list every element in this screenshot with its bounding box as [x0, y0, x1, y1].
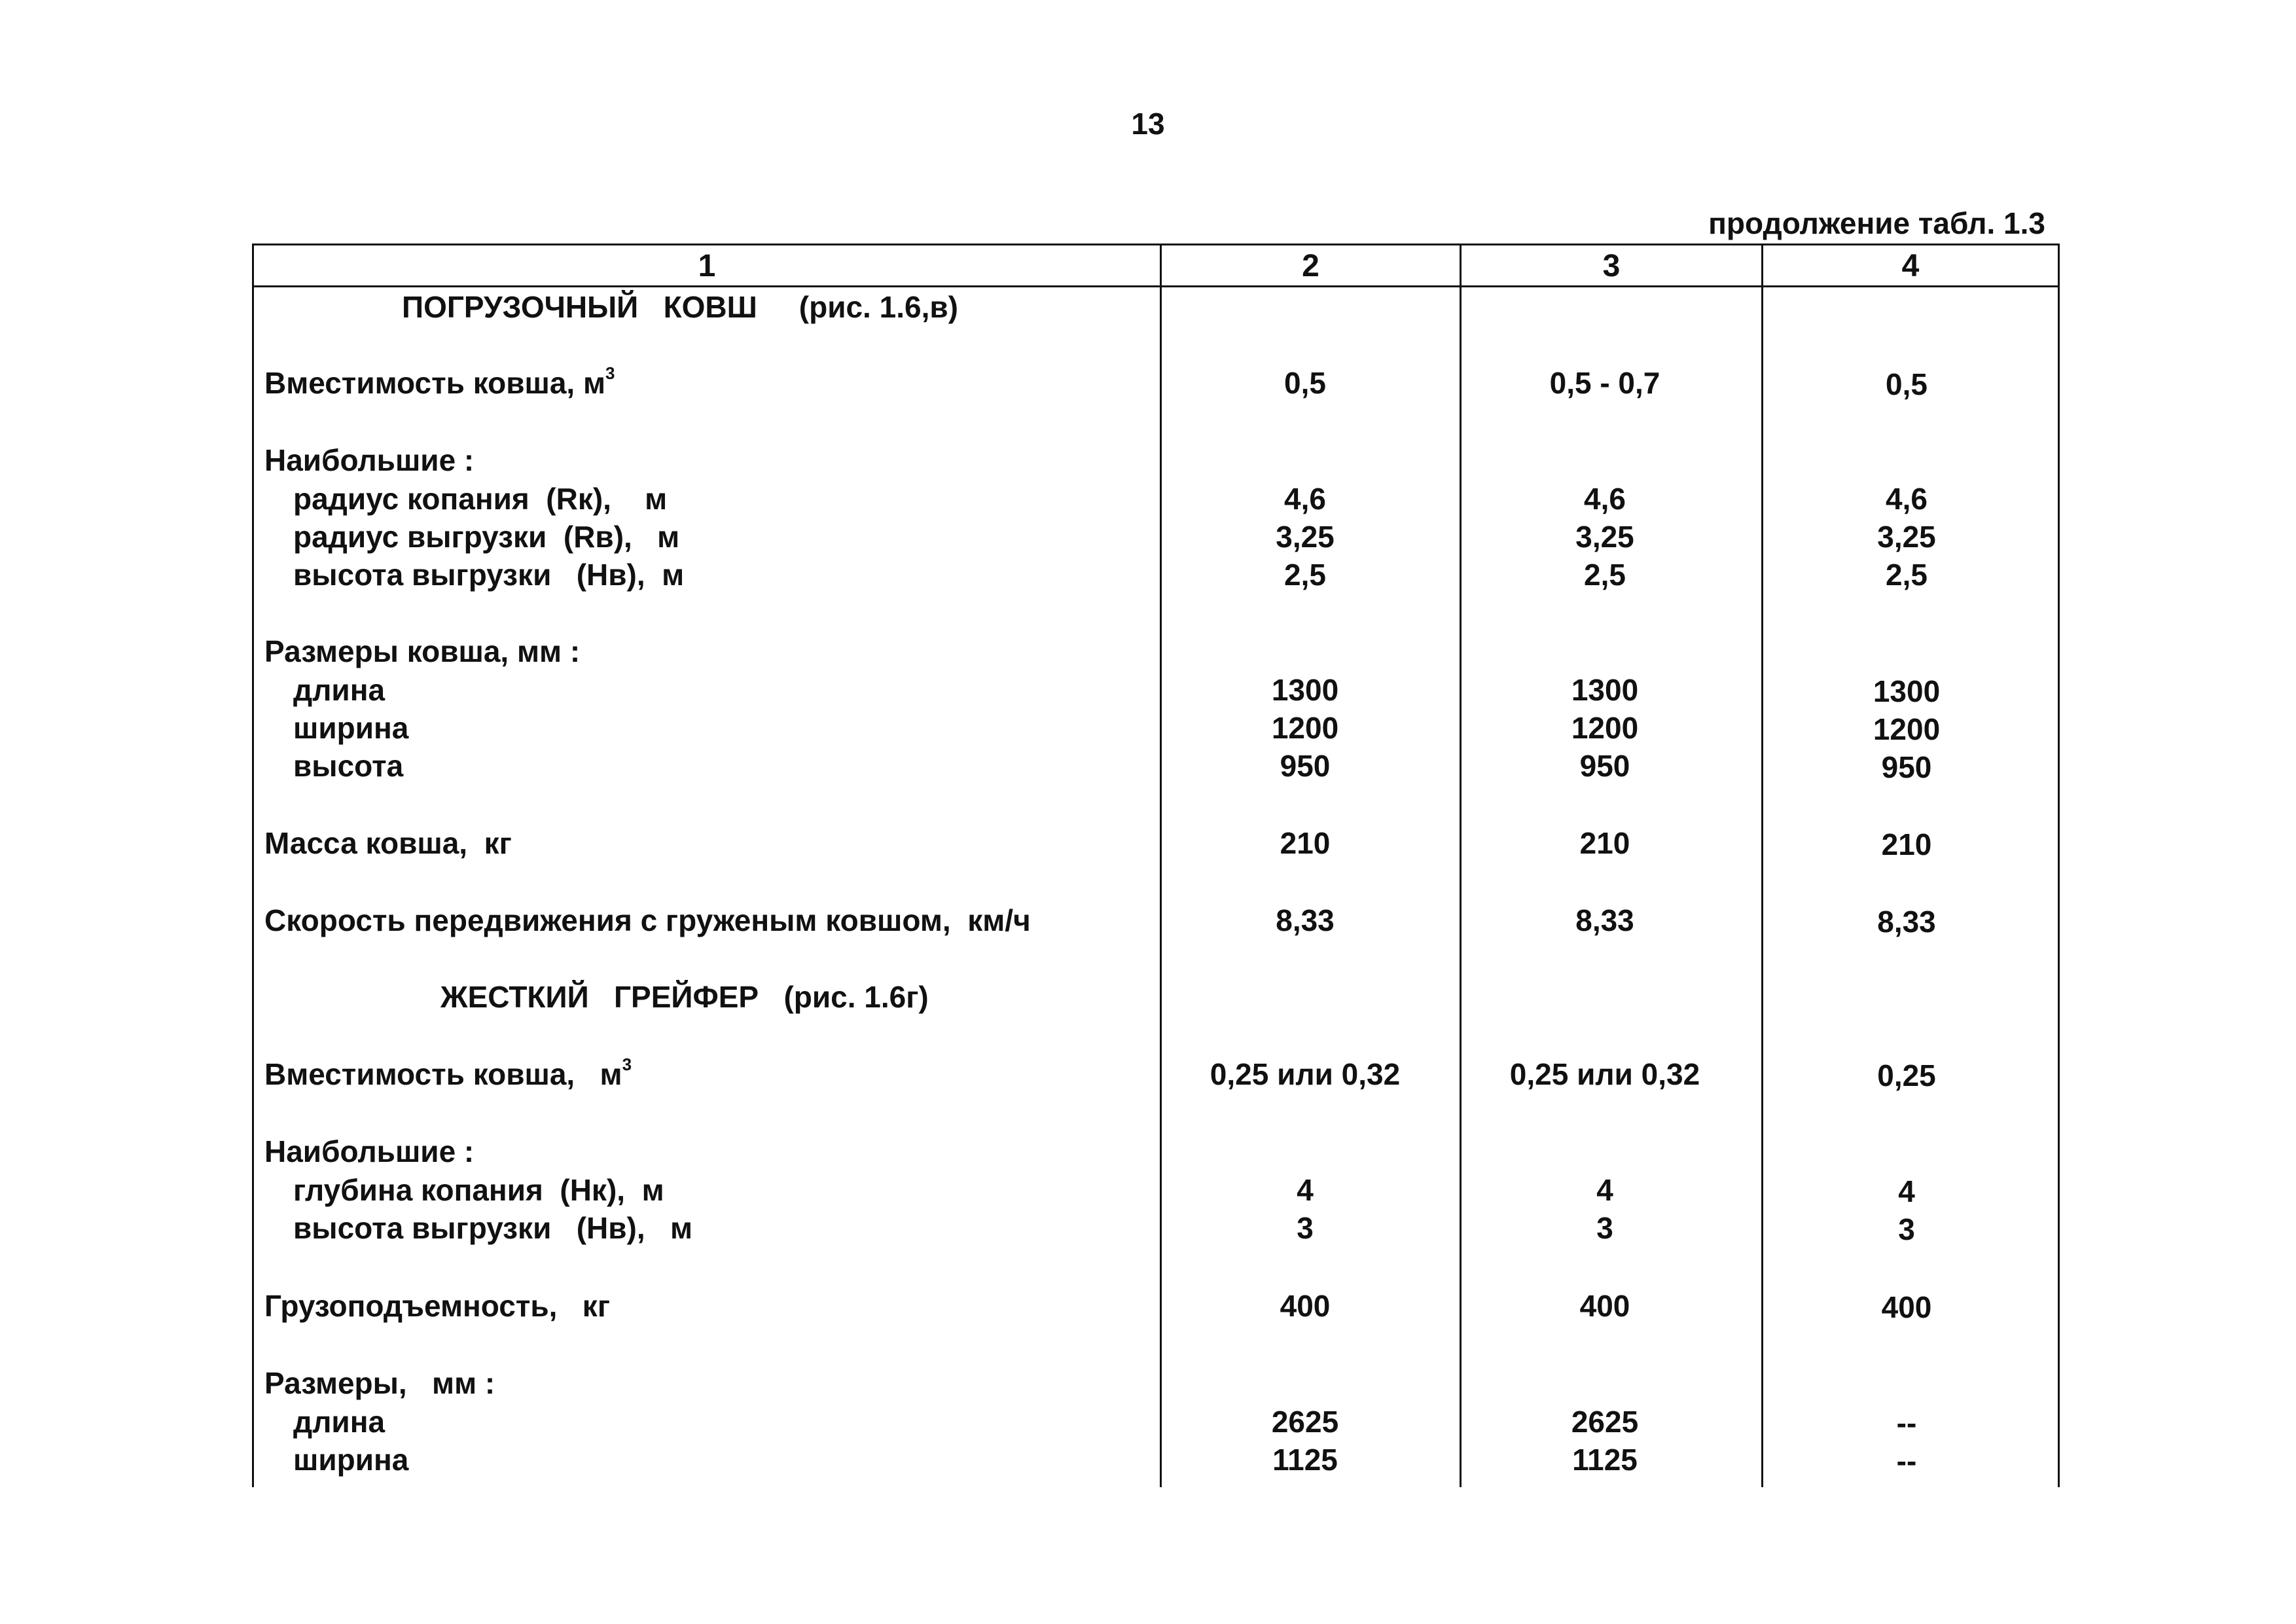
row-value: 2625: [1271, 1405, 1339, 1439]
row-value: 1125: [1572, 1443, 1638, 1477]
row-value: 0,25 или 0,32: [1210, 1057, 1401, 1091]
row-label: высота выгрузки (Нв), м: [293, 558, 685, 592]
row-value: 2,5: [1284, 558, 1326, 592]
row-value: 400: [1881, 1290, 1932, 1324]
row-heading: Наибольшие :: [264, 1134, 475, 1168]
header-bottom-border: [252, 285, 2059, 287]
row-label: глубина копания (Нк), м: [293, 1173, 664, 1207]
header-col-1: 1: [698, 249, 716, 283]
row-value: 3,25: [1877, 520, 1936, 554]
row-label: высота выгрузки (Нв), м: [293, 1211, 692, 1245]
header-col-2: 2: [1302, 249, 1319, 283]
row-label: длина: [293, 673, 386, 707]
row-value: 1200: [1873, 712, 1941, 746]
row-value: 400: [1280, 1289, 1331, 1323]
row-value: 4,6: [1886, 482, 1928, 516]
row-value: --: [1896, 1444, 1917, 1478]
table-left-border: [252, 244, 254, 1487]
row-value: 0,5: [1284, 366, 1326, 400]
table-top-border: [252, 244, 2059, 245]
row-value: 4: [1596, 1173, 1613, 1207]
row-label: ширина: [293, 1443, 409, 1477]
row-value: 8,33: [1877, 905, 1936, 939]
row-value: 2625: [1571, 1405, 1639, 1439]
row-value: 2,5: [1584, 558, 1626, 592]
row-value: 400: [1579, 1289, 1630, 1323]
header-col-4: 4: [1901, 249, 1920, 283]
row-value: 3,25: [1575, 520, 1634, 554]
row-value: 1200: [1571, 711, 1639, 745]
row-label: Вместимость ковша, $м^3$: [264, 1055, 632, 1091]
section-title-rigid-grab: ЖЕСТКИЙ ГРЕЙФЕР (рис. 1.6г): [440, 980, 929, 1014]
row-value: 210: [1881, 827, 1932, 861]
row-value: 1300: [1571, 673, 1639, 707]
row-label: Грузоподъемность, кг: [264, 1289, 610, 1323]
row-label: ширина: [293, 711, 409, 745]
row-value: 4: [1297, 1173, 1314, 1207]
row-value: 4: [1898, 1174, 1915, 1208]
row-value: 950: [1280, 749, 1331, 783]
row-value: 4,6: [1284, 482, 1326, 516]
row-value: 1300: [1873, 674, 1941, 708]
row-value: 0,5: [1886, 367, 1928, 401]
row-value: 950: [1579, 749, 1630, 783]
row-value: 0,5 - 0,7: [1549, 366, 1660, 400]
row-value: 210: [1280, 826, 1331, 860]
page-number: 13: [1131, 107, 1165, 141]
row-value: 0,25 или 0,32: [1509, 1057, 1700, 1091]
row-value: 1300: [1271, 673, 1339, 707]
header-col-3: 3: [1602, 249, 1621, 283]
row-value: 8,33: [1575, 903, 1634, 937]
section-title-loader-bucket: ПОГРУЗОЧНЫЙ КОВШ (рис. 1.6,в): [402, 290, 958, 324]
row-value: 8,33: [1276, 903, 1335, 937]
table-right-border: [2058, 244, 2060, 1487]
row-value: --: [1896, 1406, 1917, 1440]
row-heading: Размеры, мм :: [264, 1366, 495, 1400]
row-value: 0,25: [1877, 1058, 1936, 1092]
row-value: 3: [1898, 1212, 1915, 1246]
row-label: Скорость передвижения с груженым ковшом, км/ч: [264, 903, 1031, 937]
row-label: длина: [293, 1405, 386, 1439]
row-value: 1200: [1271, 711, 1339, 745]
row-value: 4,6: [1584, 482, 1626, 516]
row-value: 950: [1881, 750, 1932, 784]
row-label: Вместимость ковша, $м^3$: [264, 363, 615, 400]
row-label: высота: [293, 749, 404, 783]
row-label: радиус выгрузки (Rв), м: [293, 520, 680, 554]
row-value: 2,5: [1886, 558, 1928, 592]
row-heading: Наибольшие :: [264, 443, 475, 477]
row-value: 1125: [1272, 1443, 1338, 1477]
row-value: 3,25: [1276, 520, 1335, 554]
row-label: Масса ковша, кг: [264, 826, 512, 860]
row-label: радиус копания (Rк), м: [293, 482, 668, 516]
row-value: 3: [1297, 1211, 1314, 1245]
row-value: 3: [1596, 1211, 1613, 1245]
row-value: 210: [1579, 826, 1630, 860]
table-continuation-caption: продолжение табл. 1.3: [1708, 206, 2045, 240]
row-heading: Размеры ковша, мм :: [264, 634, 581, 668]
